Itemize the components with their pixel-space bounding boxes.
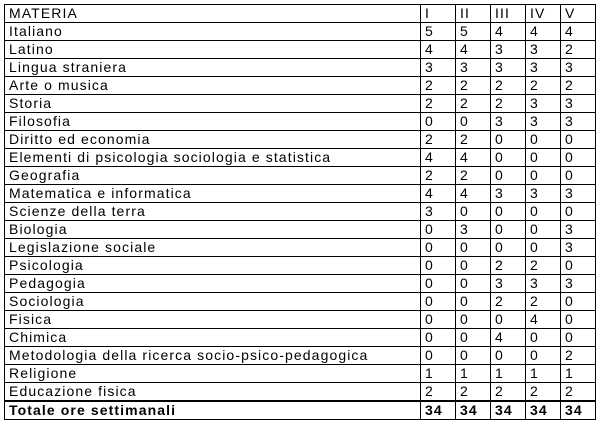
hours-cell-year-2: 0 — [456, 203, 491, 221]
table-body — [5, 23, 596, 402]
hours-cell-year-1: 2 — [421, 383, 456, 402]
hours-cell-year-4: 3 — [526, 95, 561, 113]
table-row — [5, 383, 596, 402]
subject-cell: Chimica — [5, 329, 421, 347]
hours-cell-year-5: 2 — [561, 383, 596, 402]
hours-cell-year-2: 3 — [456, 221, 491, 239]
total-year-4: 34 — [526, 401, 561, 420]
hours-cell-year-5: 1 — [561, 365, 596, 383]
total-year-5: 34 — [561, 401, 596, 420]
hours-cell-year-3: 0 — [491, 347, 526, 365]
hours-cell-year-2: 0 — [456, 329, 491, 347]
hours-cell-year-3: 2 — [491, 383, 526, 402]
hours-cell-year-1: 2 — [421, 167, 456, 185]
table-row — [5, 311, 596, 329]
hours-cell-year-5: 2 — [561, 41, 596, 59]
hours-cell-year-4: 2 — [526, 77, 561, 95]
table-row — [5, 365, 596, 383]
hours-cell-year-2: 2 — [456, 383, 491, 402]
hours-cell-year-4: 0 — [526, 149, 561, 167]
hours-cell-year-5: 0 — [561, 329, 596, 347]
hours-cell-year-4: 3 — [526, 185, 561, 203]
table-row — [5, 77, 596, 95]
hours-cell-year-5: 2 — [561, 347, 596, 365]
hours-cell-year-5: 3 — [561, 59, 596, 77]
subject-cell: Geografia — [5, 167, 421, 185]
hours-cell-year-5: 3 — [561, 185, 596, 203]
hours-cell-year-5: 3 — [561, 113, 596, 131]
hours-cell-year-2: 0 — [456, 275, 491, 293]
hours-cell-year-3: 2 — [491, 95, 526, 113]
hours-cell-year-3: 2 — [491, 257, 526, 275]
hours-cell-year-2: 2 — [456, 77, 491, 95]
table-row — [5, 347, 596, 365]
subject-cell: Educazione fisica — [5, 383, 421, 402]
total-year-3: 34 — [491, 401, 526, 420]
hours-cell-year-4: 4 — [526, 23, 561, 41]
hours-cell-year-1: 0 — [421, 329, 456, 347]
hours-cell-year-4: 0 — [526, 239, 561, 257]
hours-cell-year-1: 3 — [421, 59, 456, 77]
hours-cell-year-3: 4 — [491, 23, 526, 41]
total-year-1: 34 — [421, 401, 456, 420]
hours-cell-year-4: 0 — [526, 203, 561, 221]
hours-cell-year-2: 4 — [456, 41, 491, 59]
subject-cell: Sociologia — [5, 293, 421, 311]
total-year-2: 34 — [456, 401, 491, 420]
hours-cell-year-5: 3 — [561, 275, 596, 293]
subject-cell: Arte o musica — [5, 77, 421, 95]
hours-cell-year-2: 5 — [456, 23, 491, 41]
hours-cell-year-4: 0 — [526, 131, 561, 149]
hours-cell-year-3: 0 — [491, 149, 526, 167]
table-row — [5, 59, 596, 77]
hours-cell-year-3: 2 — [491, 77, 526, 95]
header-year-2: II — [456, 5, 491, 23]
hours-cell-year-1: 5 — [421, 23, 456, 41]
table-row — [5, 95, 596, 113]
hours-cell-year-1: 0 — [421, 275, 456, 293]
hours-cell-year-2: 0 — [456, 347, 491, 365]
hours-cell-year-2: 1 — [456, 365, 491, 383]
hours-cell-year-1: 4 — [421, 149, 456, 167]
subject-hours-table — [4, 4, 596, 420]
subject-cell: Latino — [5, 41, 421, 59]
table-row — [5, 221, 596, 239]
hours-cell-year-4: 2 — [526, 257, 561, 275]
hours-cell-year-2: 2 — [456, 95, 491, 113]
subject-cell: Religione — [5, 365, 421, 383]
hours-cell-year-1: 0 — [421, 239, 456, 257]
subject-cell: Psicologia — [5, 257, 421, 275]
header-year-1: I — [421, 5, 456, 23]
hours-cell-year-3: 2 — [491, 293, 526, 311]
hours-cell-year-4: 3 — [526, 41, 561, 59]
hours-cell-year-4: 4 — [526, 311, 561, 329]
hours-cell-year-5: 0 — [561, 293, 596, 311]
hours-cell-year-4: 3 — [526, 275, 561, 293]
hours-cell-year-2: 0 — [456, 257, 491, 275]
hours-cell-year-3: 0 — [491, 203, 526, 221]
hours-cell-year-4: 0 — [526, 167, 561, 185]
hours-cell-year-4: 2 — [526, 383, 561, 402]
hours-cell-year-4: 2 — [526, 293, 561, 311]
hours-cell-year-5: 3 — [561, 221, 596, 239]
table-row — [5, 257, 596, 275]
hours-cell-year-1: 4 — [421, 41, 456, 59]
subject-cell: Legislazione sociale — [5, 239, 421, 257]
hours-cell-year-1: 2 — [421, 77, 456, 95]
hours-cell-year-3: 0 — [491, 131, 526, 149]
hours-cell-year-1: 0 — [421, 293, 456, 311]
hours-cell-year-1: 0 — [421, 113, 456, 131]
subject-cell: Scienze della terra — [5, 203, 421, 221]
hours-cell-year-3: 3 — [491, 41, 526, 59]
hours-cell-year-3: 0 — [491, 239, 526, 257]
table-row — [5, 131, 596, 149]
hours-cell-year-5: 0 — [561, 203, 596, 221]
hours-cell-year-2: 0 — [456, 293, 491, 311]
hours-cell-year-2: 2 — [456, 131, 491, 149]
hours-cell-year-4: 1 — [526, 365, 561, 383]
hours-cell-year-1: 4 — [421, 185, 456, 203]
hours-cell-year-3: 1 — [491, 365, 526, 383]
hours-cell-year-3: 3 — [491, 59, 526, 77]
subject-cell: Fisica — [5, 311, 421, 329]
hours-cell-year-5: 3 — [561, 239, 596, 257]
hours-cell-year-3: 3 — [491, 113, 526, 131]
hours-cell-year-1: 2 — [421, 131, 456, 149]
hours-cell-year-5: 3 — [561, 95, 596, 113]
hours-cell-year-4: 0 — [526, 329, 561, 347]
table-row — [5, 293, 596, 311]
hours-cell-year-5: 0 — [561, 311, 596, 329]
hours-cell-year-3: 0 — [491, 221, 526, 239]
subject-cell: Elementi di psicologia sociologia e statistica — [5, 149, 421, 167]
table-row — [5, 149, 596, 167]
hours-cell-year-2: 0 — [456, 113, 491, 131]
hours-cell-year-4: 0 — [526, 347, 561, 365]
hours-cell-year-1: 1 — [421, 365, 456, 383]
table-row — [5, 167, 596, 185]
table-row — [5, 275, 596, 293]
total-label: Totale ore settimanali — [5, 401, 421, 420]
subject-cell: Filosofia — [5, 113, 421, 131]
table-row — [5, 23, 596, 41]
total-row — [5, 401, 596, 420]
hours-cell-year-5: 4 — [561, 23, 596, 41]
subject-cell: Metodologia della ricerca socio-psico-pedagogica — [5, 347, 421, 365]
hours-cell-year-1: 3 — [421, 203, 456, 221]
hours-cell-year-4: 3 — [526, 59, 561, 77]
table-row — [5, 239, 596, 257]
subject-cell: Matematica e informatica — [5, 185, 421, 203]
hours-cell-year-5: 0 — [561, 167, 596, 185]
hours-cell-year-2: 4 — [456, 149, 491, 167]
hours-cell-year-3: 3 — [491, 185, 526, 203]
hours-cell-year-2: 0 — [456, 311, 491, 329]
hours-cell-year-5: 0 — [561, 131, 596, 149]
hours-cell-year-2: 2 — [456, 167, 491, 185]
table-row — [5, 113, 596, 131]
hours-cell-year-3: 0 — [491, 167, 526, 185]
subject-cell: Lingua straniera — [5, 59, 421, 77]
subject-cell: Biologia — [5, 221, 421, 239]
header-subject: MATERIA — [5, 5, 421, 23]
table-row — [5, 41, 596, 59]
hours-cell-year-3: 0 — [491, 311, 526, 329]
hours-cell-year-1: 0 — [421, 311, 456, 329]
hours-cell-year-2: 3 — [456, 59, 491, 77]
table-header-row — [5, 5, 596, 23]
hours-cell-year-1: 0 — [421, 257, 456, 275]
hours-cell-year-1: 2 — [421, 95, 456, 113]
hours-cell-year-1: 0 — [421, 221, 456, 239]
hours-cell-year-1: 0 — [421, 347, 456, 365]
header-year-4: IV — [526, 5, 561, 23]
hours-cell-year-2: 0 — [456, 239, 491, 257]
subject-cell: Pedagogia — [5, 275, 421, 293]
hours-cell-year-2: 4 — [456, 185, 491, 203]
table-row — [5, 203, 596, 221]
hours-cell-year-5: 0 — [561, 257, 596, 275]
table-row — [5, 185, 596, 203]
header-year-5: V — [561, 5, 596, 23]
subject-cell: Diritto ed economia — [5, 131, 421, 149]
hours-cell-year-4: 3 — [526, 113, 561, 131]
subject-cell: Italiano — [5, 23, 421, 41]
hours-cell-year-3: 3 — [491, 275, 526, 293]
hours-cell-year-3: 4 — [491, 329, 526, 347]
hours-cell-year-5: 0 — [561, 149, 596, 167]
table-row — [5, 329, 596, 347]
hours-cell-year-5: 2 — [561, 77, 596, 95]
hours-cell-year-4: 0 — [526, 221, 561, 239]
header-year-3: III — [491, 5, 526, 23]
subject-cell: Storia — [5, 95, 421, 113]
